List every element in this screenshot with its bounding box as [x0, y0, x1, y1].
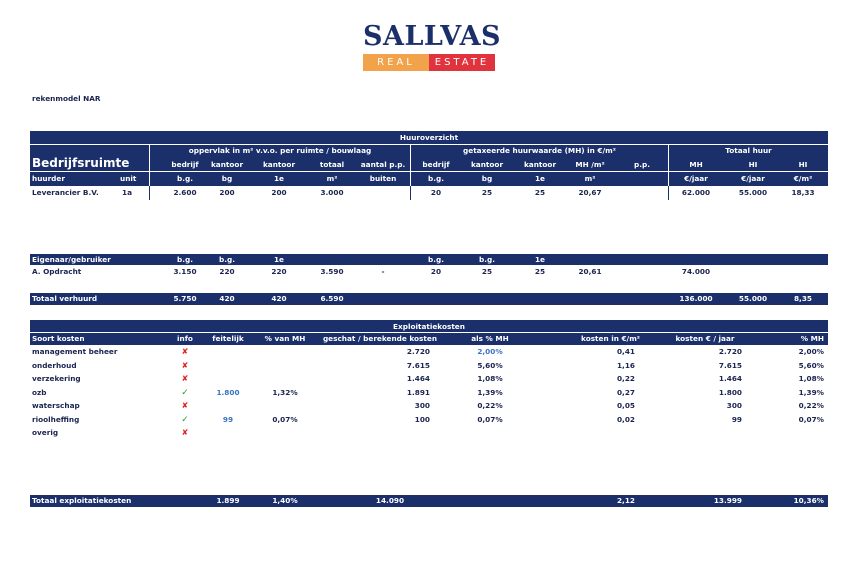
- logo-wordmark: SALLVAS: [363, 21, 502, 52]
- col-mh-kantoor-1e: kantoor: [523, 160, 557, 169]
- unit-euro-jaar-2: €/jaar: [741, 174, 765, 183]
- col-kantoor-bg: kantoor: [210, 160, 244, 169]
- cross-icon[interactable]: ✘: [181, 401, 189, 410]
- totaal-mh: 136.000: [679, 294, 713, 303]
- unit-mh-bg-1: b.g.: [428, 174, 444, 183]
- unit-mh-bg-2: bg: [481, 174, 493, 183]
- col-hi: HI: [748, 160, 758, 169]
- kosten-pmh: 5,60%: [798, 360, 824, 370]
- col-pp: p.p.: [634, 160, 650, 169]
- huurder-row: [30, 187, 828, 200]
- eigenaar-mh-bedrijf: 20: [430, 267, 442, 276]
- cross-icon[interactable]: ✘: [181, 374, 189, 383]
- eigenaar-mh-m2: 20,61: [578, 267, 602, 276]
- hdr-info: info: [177, 334, 193, 343]
- kosten-geschat: 1.891: [406, 387, 430, 397]
- huurder-bedrijf: 2.600: [173, 188, 197, 197]
- kosten-jaar: 1.464: [718, 374, 742, 383]
- exploitatie-row: [30, 360, 828, 373]
- huurder-hi: 55.000: [738, 188, 768, 197]
- huurwaarde-group-label: getaxeerde huurwaarde (MH) in €/m²: [463, 146, 616, 155]
- eigenaar-label: Eigenaar/gebruiker: [32, 255, 111, 264]
- logo-real: REAL: [363, 54, 429, 71]
- huurder-mh: 62.000: [681, 188, 711, 197]
- unit-m2: m²: [326, 174, 338, 183]
- kosten-name: rioolheffing: [32, 414, 80, 424]
- kosten-m2: 0,22: [616, 374, 635, 383]
- totaal-hi-m2: 8,35: [793, 294, 812, 303]
- check-icon[interactable]: ✓: [181, 414, 189, 425]
- huurder-totaal: 3.000: [320, 188, 344, 197]
- kosten-name: overig: [32, 428, 59, 437]
- eigenaar-bg-2: b.g.: [219, 255, 235, 264]
- kosten-jaar: 99: [731, 414, 742, 424]
- kosten-name: waterschap: [32, 401, 80, 410]
- cross-icon[interactable]: ✘: [181, 347, 189, 356]
- logo-estate: ESTATE: [429, 54, 495, 71]
- cross-icon[interactable]: ✘: [181, 360, 189, 370]
- hdr-pct-van-mh: % van MH: [264, 334, 306, 343]
- eigenaar-name: A. Opdracht: [32, 267, 82, 276]
- exploitatiekosten-title: Exploitatiekosten: [393, 322, 465, 331]
- huurder-kantoor-1e: 200: [271, 188, 287, 197]
- huurder-hi-m2: 18,33: [791, 188, 815, 197]
- huurder-mh-bedrijf: 20: [430, 188, 442, 197]
- totaal-expl-pmh: 10,36%: [793, 496, 824, 505]
- kosten-m2: 0,41: [616, 347, 635, 356]
- exploitatie-row: [30, 346, 828, 359]
- kosten-pct-van-mh: 1,32%: [272, 387, 298, 397]
- kosten-geschat: 300: [414, 401, 430, 410]
- col-bedrijf: bedrijf: [171, 160, 199, 169]
- totaal-huur-group-label: Totaal huur: [725, 146, 772, 155]
- eigenaar-mh-bg-2: b.g.: [479, 255, 495, 264]
- eigenaar-mh-1e: 25: [534, 267, 546, 276]
- totaal-expl-label: Totaal exploitatiekosten: [32, 496, 132, 505]
- huuroverzicht-title: Huuroverzicht: [399, 133, 459, 142]
- exploitatiekosten-header: [30, 320, 828, 345]
- totaal-expl-pct: 1,40%: [272, 496, 298, 505]
- logo-tagline: [363, 54, 495, 71]
- exploitatie-row: [30, 427, 828, 440]
- kosten-jaar: 7.615: [718, 360, 742, 370]
- totaal-kantoor-bg: 420: [219, 294, 235, 303]
- huurder-mh-bg: 25: [481, 188, 493, 197]
- huurder-kantoor-bg: 200: [219, 188, 235, 197]
- bedrijfsruimte-label: Bedrijfsruimte: [32, 156, 130, 170]
- eigenaar-1e: 1e: [273, 255, 285, 264]
- eigenaar-bedrijf: 3.150: [173, 267, 197, 276]
- kosten-pmh: 1,08%: [798, 374, 824, 383]
- eigenaar-bg-1: b.g.: [177, 255, 193, 264]
- huurder-mh-m2: 20,67: [578, 188, 602, 197]
- hdr-als-pct-mh: als % MH: [471, 334, 509, 343]
- cross-icon[interactable]: ✘: [181, 428, 189, 437]
- kosten-als-pct-mh: 0,07%: [477, 414, 503, 424]
- eigenaar-mh-bg-1: b.g.: [428, 255, 444, 264]
- kosten-pct-van-mh: 0,07%: [272, 414, 298, 424]
- unit-euro-m2: €/m²: [793, 174, 813, 183]
- unit-bg-1: b.g.: [177, 174, 193, 183]
- kosten-feitelijk: 99: [222, 414, 234, 424]
- exploitatie-row: [30, 414, 828, 427]
- unit-bg-2: bg: [221, 174, 233, 183]
- kosten-pmh: 1,39%: [798, 387, 824, 397]
- unit-mh-m2: m²: [584, 174, 596, 183]
- col-totaal: totaal: [319, 160, 345, 169]
- kosten-m2: 1,16: [616, 360, 635, 370]
- eigenaar-pp: -: [381, 267, 385, 276]
- check-icon[interactable]: ✓: [181, 387, 189, 398]
- kosten-m2: 0,02: [616, 414, 635, 424]
- totaal-hi: 55.000: [738, 294, 768, 303]
- huuroverzicht-header: [30, 131, 828, 186]
- eigenaar-kantoor-1e: 220: [271, 267, 287, 276]
- oppervlak-group-label: oppervlak in m² v.v.o. per ruimte / bouwlaag: [188, 146, 372, 155]
- totaal-expl-jaar: 13.999: [713, 496, 742, 505]
- hdr-kosten-jaar: kosten € / jaar: [675, 334, 735, 343]
- totaal-verhuurd-row: [30, 293, 828, 305]
- huurder-label: huurder: [32, 174, 65, 183]
- eigenaar-mh: 74.000: [681, 267, 711, 276]
- exploitatie-row: [30, 387, 828, 400]
- kosten-als-pct-mh: 0,22%: [477, 401, 503, 410]
- kosten-name: verzekering: [32, 374, 81, 383]
- kosten-name: management beheer: [32, 347, 118, 356]
- kosten-geschat: 1.464: [406, 374, 430, 383]
- totaal-expl-geschat: 14.090: [375, 496, 405, 505]
- kosten-als-pct-mh: 5,60%: [477, 360, 503, 370]
- unit-label: unit: [120, 174, 137, 183]
- sallvas-logo: [363, 21, 502, 71]
- totaal-bedrijf: 5.750: [173, 294, 197, 303]
- hdr-feitelijk: feitelijk: [212, 334, 244, 343]
- totaal-verhuurd-label: Totaal verhuurd: [32, 294, 98, 303]
- unit-buiten: buiten: [369, 174, 397, 183]
- kosten-geschat: 100: [414, 414, 430, 424]
- col-kantoor-1e: kantoor: [262, 160, 296, 169]
- kosten-name: ozb: [32, 387, 47, 397]
- eigenaar-totaal: 3.590: [320, 267, 344, 276]
- kosten-als-pct-mh: 1,08%: [477, 374, 503, 383]
- eigenaar-row: [30, 266, 828, 279]
- eigenaar-mh-bg: 25: [481, 267, 493, 276]
- huurder-name: Leverancier B.V.: [32, 188, 99, 197]
- eigenaar-mh-1e: 1e: [534, 255, 546, 264]
- huurder-mh-1e: 25: [534, 188, 546, 197]
- unit-euro-jaar-1: €/jaar: [684, 174, 708, 183]
- hdr-pct-mh: % MH: [800, 334, 824, 343]
- hdr-kosten-m2: kosten in €/m²: [581, 334, 640, 343]
- kosten-pmh: 0,07%: [798, 414, 824, 424]
- eigenaar-kantoor-bg: 220: [219, 267, 235, 276]
- col-mh-bedrijf: bedrijf: [422, 160, 450, 169]
- col-aantal-pp: aantal p.p.: [360, 160, 406, 169]
- kosten-name: onderhoud: [32, 360, 77, 370]
- kosten-geschat: 2.720: [406, 347, 430, 356]
- kosten-als-pct-mh: 2,00%: [477, 347, 503, 356]
- unit-mh-1e: 1e: [534, 174, 546, 183]
- kosten-jaar: 300: [726, 401, 742, 410]
- kosten-feitelijk: 1.800: [216, 387, 240, 397]
- kosten-jaar: 1.800: [718, 387, 742, 397]
- totaal-expl-feitelijk: 1.899: [216, 496, 240, 505]
- totaal-kantoor-1e: 420: [271, 294, 287, 303]
- exploitatie-row: [30, 400, 828, 413]
- eigenaar-band: [30, 254, 828, 265]
- kosten-pmh: 0,22%: [798, 401, 824, 410]
- kosten-jaar: 2.720: [718, 347, 742, 356]
- kosten-pmh: 2,00%: [798, 347, 824, 356]
- hdr-geschat: geschat / berekende kosten: [322, 334, 438, 343]
- totaal-expl-m2: 2,12: [616, 496, 635, 505]
- exploitatie-row: [30, 373, 828, 386]
- kosten-geschat: 7.615: [406, 360, 430, 370]
- totaal-m2: 6.590: [320, 294, 344, 303]
- hdr-soort-kosten: Soort kosten: [32, 334, 85, 343]
- col-hi-m2: HI: [798, 160, 808, 169]
- col-mh: MH: [689, 160, 703, 169]
- col-mh-m2: MH /m²: [575, 160, 605, 169]
- totaal-exploitatie-row: [30, 495, 828, 507]
- page-subtitle: rekenmodel NAR: [32, 94, 101, 103]
- unit-1e: 1e: [273, 174, 285, 183]
- huurder-unit: 1a: [122, 188, 133, 197]
- col-mh-kantoor-bg: kantoor: [470, 160, 504, 169]
- kosten-als-pct-mh: 1,39%: [477, 387, 503, 397]
- kosten-m2: 0,05: [616, 401, 635, 410]
- kosten-m2: 0,27: [616, 387, 635, 397]
